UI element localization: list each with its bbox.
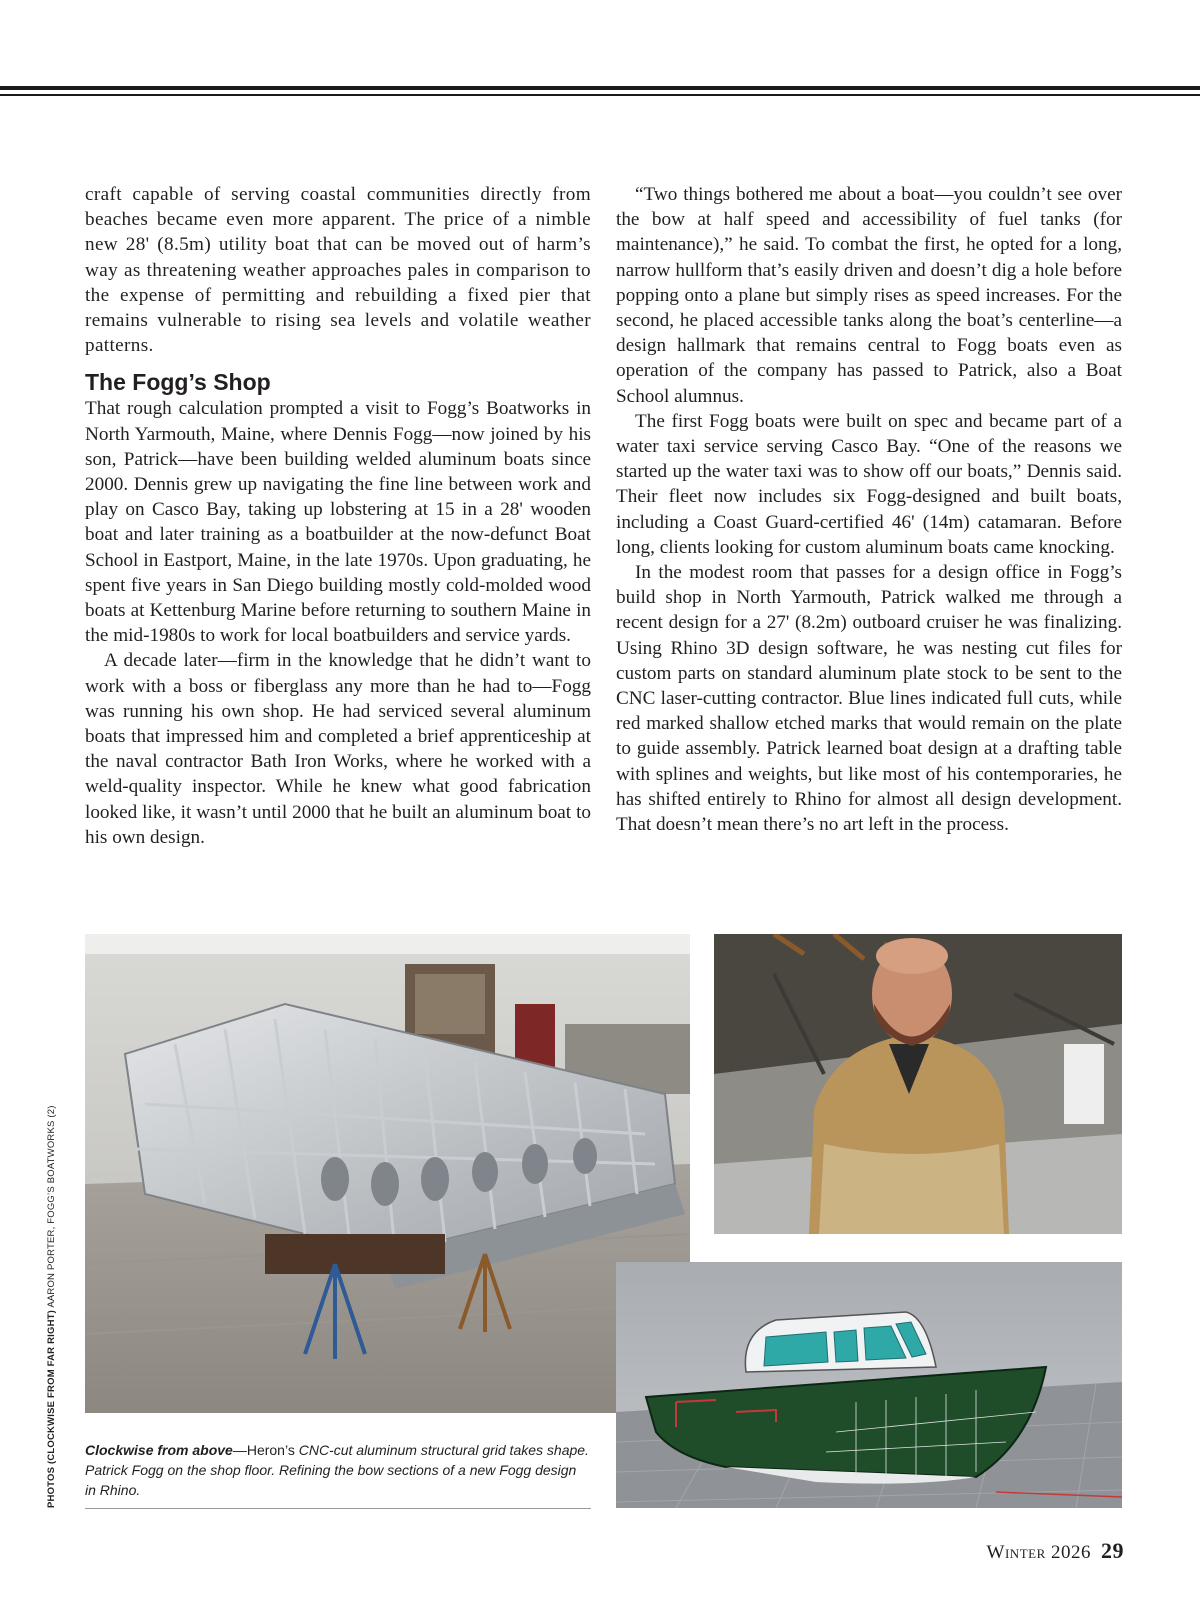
caption-lead: Clockwise from above	[85, 1442, 233, 1458]
photo-credit	[46, 1105, 62, 1508]
section-heading: The Fogg’s Shop	[85, 369, 271, 396]
photo-aluminum-frame	[85, 934, 690, 1413]
paragraph: In the modest room that passes for a design office in Fogg’s build shop in North Yarmouth, Patrick walked me through a recent design for a 27' (8.2m) outboard cruiser he was finalizing. Using Rhino 3D design software, he was nesting cut files for custom parts on standard aluminum plate stock to be sent to the CNC laser-cutting contractor. Blue lines indicated full cuts, while red marked shallow etched marks that would remain on the plate to guide assembly. Patrick learned boat design at a drafting table with splines and weights, but like most of his contemporaries, he has shifted entirely to Rhino for almost all design development. That doesn’t mean there’s no art left in the process.	[616, 562, 1122, 836]
credit-names: AARON PORTER, FOGG’S BOATWORKS (2)	[46, 1105, 57, 1310]
paragraph: craft capable of serving coastal communities directly from beaches became even more apparent. The price of a nimble new 28' (8.5m) utility boat that can be moved out of harm’s way as threatening weather approaches pales in comparison to the expense of permitting and rebuilding a fixed pier that remains vulnerable to rising sea levels and volatile weather patterns.	[85, 184, 591, 357]
page-folio	[987, 1538, 1124, 1564]
caption-rule	[85, 1508, 591, 1509]
credit-label: PHOTOS (CLOCKWISE FROM FAR RIGHT)	[46, 1309, 57, 1508]
paragraph: A decade later—firm in the knowledge that he didn’t want to work with a boss or fiberglass any more than he had to—Fogg was running his own shop. He had serviced several aluminum boats that impressed him and completed a brief apprenticeship at the naval contractor Bath Iron Works, where he worked with a weld-quality inspector. While he knew what good fabrication looked like, it wasn’t until 2000 that he built an aluminum boat to his own design.	[85, 650, 591, 848]
column-left	[85, 182, 591, 850]
paragraph: The first Fogg boats were built on spec and became part of a water taxi service serving Casco Bay. “One of the reasons we started up the water taxi was to show off our boats,” Dennis said. Their fleet now includes six Fogg-designed and built boats, including a Coast Guard-certified 46' (14m) catamaran. Before long, clients looking for custom aluminum boats came knocking.	[616, 410, 1122, 558]
paragraph: That rough calculation prompted a visit to Fogg’s Boatworks in North Yarmouth, Maine, where Dennis Fogg—now joined by his son, Patrick—have been building welded aluminum boats since 2000. Dennis grew up navigating the fine line between work and play on Casco Bay, taking up lobstering at 15 in a 28' wooden boat and later training as a boatbuilder at the now-defunct Boat School in Eastport, Maine, in the late 1970s. Upon graduating, he spent five years in San Diego building mostly cold-molded wood boats at Kettenburg Marine before returning to southern Maine in the mid-1980s to work for local boatbuilders and service yards.	[85, 398, 591, 647]
page-number: 29	[1101, 1538, 1124, 1563]
paragraph: “Two things bothered me about a boat—you couldn’t see over the bow at half speed and accessibility of fuel tanks (for maintenance),” he said. To combat the first, he opted for a long, narrow hullform that’s easily driven and doesn’t dig a hole before popping onto a plane but simply rises as speed increases. For the second, he placed accessible tanks along the boat’s centerline—a design hallmark that remains central to Fogg boats even as operation of the company has passed to Patrick, also a Boat School alumnus.	[616, 184, 1122, 407]
top-rule-thick	[0, 86, 1200, 90]
caption-body: CNC-cut aluminum structural grid takes shape. Patrick Fogg on the shop floor. Refining the bow sections of a new Fogg design in Rhino.	[85, 1442, 589, 1498]
issue-date: Winter 2026	[986, 1542, 1091, 1563]
caption-dash: —Heron’s	[232, 1442, 299, 1458]
photo-patrick-fogg	[714, 934, 1122, 1234]
photo-caption	[85, 1440, 591, 1500]
top-rule-thin	[0, 94, 1200, 96]
photo-rhino-render	[616, 1262, 1122, 1508]
column-right	[616, 182, 1122, 837]
